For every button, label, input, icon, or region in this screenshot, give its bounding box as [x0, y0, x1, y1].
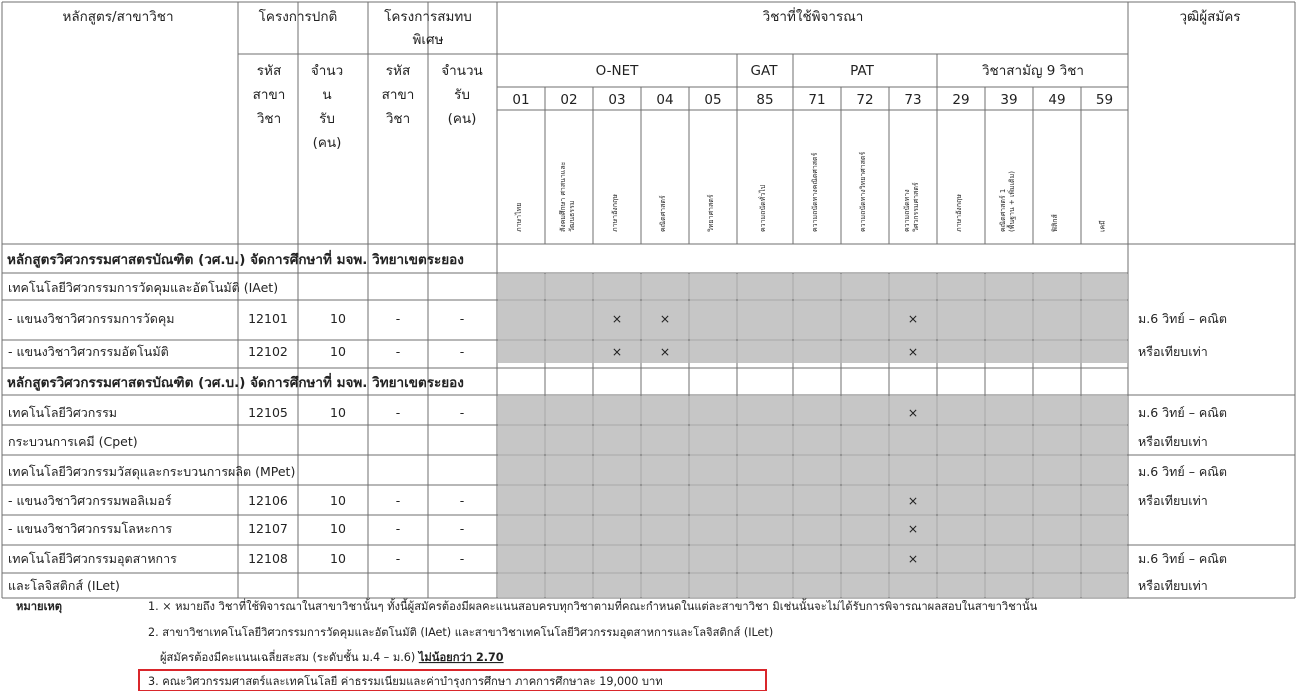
table-cell: เทคโนโลยีวิศวกรรม: [8, 405, 118, 420]
table-cell: 10: [330, 405, 346, 420]
shaded-cell: [938, 486, 984, 514]
shaded-cell: [1034, 456, 1080, 484]
shaded-cell: [1082, 274, 1127, 299]
shaded-cell: [1082, 341, 1127, 363]
shaded-cell: [690, 486, 736, 514]
shaded-cell: [690, 574, 736, 597]
shaded-cell: [938, 301, 984, 339]
selected-subject-mark: ×: [611, 344, 623, 359]
shaded-cell: [738, 546, 792, 572]
table-cell: -: [395, 405, 401, 420]
group-pat: PAT: [850, 63, 874, 79]
shaded-cell: [1082, 426, 1127, 454]
shaded-cell: [986, 274, 1032, 299]
shaded-cell: [890, 456, 936, 484]
subject-name-row: [514, 152, 1107, 233]
shaded-cell: [890, 426, 936, 454]
shaded-cell: [890, 274, 936, 299]
table-cell: 12107: [248, 521, 288, 536]
shaded-cell: [498, 396, 544, 424]
group-common9: วิชาสามัญ 9 วิชา: [981, 63, 1085, 79]
note-2: 2. สาขาวิชาเทคโนโลยีวิศวกรรมการวัดคุมและอัตโนมัติ (IAet) และสาขาวิชาเทคโนโลยีวิศวกรรมอุตสาหการและโลจิสติกส์ (ILet): [148, 626, 774, 639]
shaded-cell: [842, 516, 888, 544]
shaded-cell: [594, 426, 640, 454]
header-count-2: น: [322, 87, 332, 103]
shaded-cell: [842, 341, 888, 363]
header-code-1: รหัส: [256, 63, 282, 79]
table-cell: -: [459, 493, 465, 508]
header-regular: โครงการปกติ: [258, 9, 338, 25]
table-cell: -: [459, 344, 465, 359]
shaded-cell: [1082, 574, 1127, 597]
subject-name: ความถนัดทาง: [903, 189, 911, 232]
subject-code: 85: [756, 92, 774, 108]
shaded-cell: [986, 486, 1032, 514]
subject-name: ภาษาอังกฤษ: [955, 194, 963, 232]
shaded-cell: [794, 456, 840, 484]
subject-code: 59: [1095, 92, 1114, 108]
subject-name: วิศวกรรมศาสตร์: [912, 182, 920, 232]
shaded-cell: [794, 396, 840, 424]
table-cell: -: [395, 344, 401, 359]
table-cell: เทคโนโลยีวิศวกรรมอุตสาหการ: [8, 551, 177, 566]
shaded-cell: [738, 574, 792, 597]
shaded-cell: [594, 456, 640, 484]
table-cell: 10: [330, 344, 346, 359]
table-cell: หรือเทียบเท่า: [1138, 493, 1208, 508]
shaded-cell: [794, 341, 840, 363]
table-cell: ม.6 วิทย์ – คณิต: [1138, 551, 1227, 566]
header-code-3: วิชา: [256, 111, 282, 127]
table-cell: - แขนงวิชาวิศวกรรมการวัดคุม: [8, 311, 175, 326]
shaded-cell: [1082, 486, 1127, 514]
subject-name: ความถนัดทางวิทยาศาสตร์: [859, 151, 867, 232]
shaded-cell: [794, 426, 840, 454]
shaded-cell: [738, 486, 792, 514]
shaded-cell: [642, 396, 688, 424]
shaded-cell: [794, 546, 840, 572]
shaded-cell: [594, 546, 640, 572]
shaded-cell: [842, 426, 888, 454]
table-cell: -: [459, 405, 465, 420]
shaded-cell: [986, 396, 1032, 424]
table-cell: ม.6 วิทย์ – คณิต: [1138, 311, 1227, 326]
shaded-cell: [794, 516, 840, 544]
selected-subject-mark: ×: [907, 521, 919, 536]
shaded-cell: [642, 486, 688, 514]
table-cell: หรือเทียบเท่า: [1138, 434, 1208, 449]
table-cell: 12106: [248, 493, 288, 508]
shaded-cell: [498, 341, 544, 363]
shaded-cell: [642, 546, 688, 572]
shaded-cell: [690, 516, 736, 544]
shaded-cell: [642, 456, 688, 484]
header-count-1: จำนว: [310, 63, 344, 79]
shaded-cell: [1082, 546, 1127, 572]
subject-code: 04: [656, 92, 674, 108]
subject-name: คณิตศาสตร์: [659, 195, 667, 232]
shaded-cell: [546, 516, 592, 544]
table-cell: หรือเทียบเท่า: [1138, 578, 1208, 593]
subject-name: ภาษาอังกฤษ: [611, 194, 619, 232]
shaded-cell: [546, 426, 592, 454]
subject-name: คณิตศาสตร์ 1: [999, 188, 1007, 232]
shaded-cell: [498, 456, 544, 484]
shaded-cell: [1034, 546, 1080, 572]
note-3-emphasis: ไม่น้อยกว่า 2.70: [418, 651, 504, 664]
table-cell: หรือเทียบเท่า: [1138, 344, 1208, 359]
shaded-cell: [690, 546, 736, 572]
header-count-3: รับ: [319, 111, 335, 127]
shaded-cell: [738, 274, 792, 299]
shaded-cell: [690, 396, 736, 424]
selected-subject-mark: ×: [907, 405, 919, 420]
shaded-cell: [794, 301, 840, 339]
shaded-cell: [1082, 301, 1127, 339]
table-cell: เทคโนโลยีวิศวกรรมการวัดคุมและอัตโนมัติ (IAet): [8, 280, 279, 295]
shaded-cell: [738, 426, 792, 454]
subject-code: 05: [704, 92, 722, 108]
shaded-cell: [498, 486, 544, 514]
shaded-cell: [938, 274, 984, 299]
header-special-2: พิเศษ: [412, 32, 444, 48]
subject-code: 73: [904, 92, 922, 108]
table-cell: 12102: [248, 344, 288, 359]
subject-code: 39: [1000, 92, 1018, 108]
shaded-cell: [842, 301, 888, 339]
shaded-cell: [890, 574, 936, 597]
note-3: [160, 649, 504, 664]
shaded-cell: [546, 274, 592, 299]
selected-subject-mark: ×: [611, 311, 623, 326]
subject-code: 49: [1048, 92, 1066, 108]
shaded-cell: [738, 301, 792, 339]
header-scount-1: จำนวน: [441, 63, 483, 79]
shaded-cell: [690, 426, 736, 454]
group-gat: GAT: [750, 63, 778, 79]
table-cell: 10: [330, 521, 346, 536]
subject-code: 03: [608, 92, 626, 108]
table-cell: เทคโนโลยีวิศวกรรมวัสดุและกระบวนการผลิต (MPet): [8, 464, 296, 479]
shaded-cell: [986, 546, 1032, 572]
shaded-cell: [938, 546, 984, 572]
shaded-cell: [1034, 274, 1080, 299]
group-onet: O-NET: [595, 63, 639, 79]
shaded-cell: [986, 574, 1032, 597]
table-cell: - แขนงวิชาวิศวกรรมโลหะการ: [8, 521, 173, 536]
subject-code: 72: [856, 92, 874, 108]
shaded-cell: [546, 546, 592, 572]
subject-code-row: [512, 92, 1113, 108]
shaded-cell: [986, 301, 1032, 339]
subject-name: ภาษาไทย: [515, 202, 523, 232]
header-scount-3: (คน): [447, 111, 477, 127]
selected-subject-mark: ×: [907, 493, 919, 508]
table-cell: -: [459, 521, 465, 536]
shaded-cell: [1034, 426, 1080, 454]
shaded-cell: [1034, 516, 1080, 544]
shaded-cell: [938, 426, 984, 454]
shaded-cell: [738, 456, 792, 484]
shaded-cell: [938, 516, 984, 544]
table-cell: ม.6 วิทย์ – คณิต: [1138, 464, 1227, 479]
shaded-cell: [938, 574, 984, 597]
selected-subject-mark: ×: [659, 311, 671, 326]
note-4: 3. คณะวิศวกรรมศาสตร์และเทคโนโลยี ค่าธรรมเนียมและค่าบำรุงการศึกษา ภาคการศึกษาละ 19,000 บาท: [148, 675, 663, 688]
shaded-cell: [1082, 396, 1127, 424]
shaded-cell: [1034, 396, 1080, 424]
shaded-cell: [842, 456, 888, 484]
table-cell: 10: [330, 493, 346, 508]
shaded-cell: [546, 486, 592, 514]
header-scount-2: รับ: [454, 87, 470, 103]
shaded-cell: [938, 456, 984, 484]
header-program: หลักสูตร/สาขาวิชา: [62, 9, 174, 25]
subject-name: (พื้นฐาน + เพิ่มเติม): [1008, 171, 1016, 232]
table-cell: 10: [330, 551, 346, 566]
header-scode-2: สาขา: [381, 87, 415, 103]
table-cell: 12101: [248, 311, 288, 326]
table-cell: -: [459, 311, 465, 326]
section-title-2: หลักสูตรวิศวกรรมศาสตรบัณฑิต (วศ.บ.) จัดการศึกษาที่ มจพ. วิทยาเขตระยอง: [7, 375, 464, 391]
shaded-cell: [498, 274, 544, 299]
table-cell: -: [395, 493, 401, 508]
subject-code: 01: [512, 92, 530, 108]
table-cell: -: [395, 551, 401, 566]
note-1: 1. × หมายถึง วิชาที่ใช้พิจารณาในสาขาวิชานั้นๆ ทั้งนี้ผู้สมัครต้องมีผลคะแนนสอบครบทุกวิชาตามที่คณะกำหนดในแต่ละสาขาวิชา มิเช่นนั้นจะไม่ได้รับการพิจารณาผลสอบในสาขาวิชานั้น: [148, 600, 1038, 613]
shaded-cell: [594, 574, 640, 597]
shaded-cell: [690, 456, 736, 484]
selected-subject-mark: ×: [907, 551, 919, 566]
table-cell: -: [395, 311, 401, 326]
shaded-cell: [546, 456, 592, 484]
shaded-cell: [690, 274, 736, 299]
shaded-cell: [842, 396, 888, 424]
shaded-cell: [642, 274, 688, 299]
shaded-cell: [594, 396, 640, 424]
shaded-cell: [498, 516, 544, 544]
header-qualification: วุฒิผู้สมัคร: [1179, 9, 1241, 25]
shaded-cell: [842, 574, 888, 597]
note-3-text: ผู้สมัครต้องมีคะแนนเฉลี่ยสะสม (ระดับชั้น ม.4 – ม.6): [160, 651, 419, 664]
shaded-cell: [594, 274, 640, 299]
header-special-1: โครงการสมทบ: [384, 9, 472, 25]
table-cell: -: [459, 551, 465, 566]
subject-name: ความถนัดทั่วไป: [759, 184, 767, 232]
shaded-cell: [594, 486, 640, 514]
notes-label: หมายเหตุ: [16, 600, 63, 613]
shaded-cell: [594, 516, 640, 544]
subject-name: เคมี: [1098, 220, 1107, 232]
table-cell: 10: [330, 311, 346, 326]
shaded-cell: [1034, 486, 1080, 514]
table-cell: -: [395, 521, 401, 536]
selected-subject-mark: ×: [907, 311, 919, 326]
shaded-cell: [1082, 516, 1127, 544]
shaded-cell: [546, 301, 592, 339]
shaded-cell: [498, 546, 544, 572]
shaded-cell: [546, 396, 592, 424]
table-cell: ม.6 วิทย์ – คณิต: [1138, 405, 1227, 420]
subject-code: 02: [560, 92, 578, 108]
selected-subject-mark: ×: [907, 344, 919, 359]
table-cell: - แขนงวิชาวิศวกรรมอัตโนมัติ: [8, 344, 169, 359]
subject-name: ความถนัดทางคณิตศาสตร์: [811, 152, 819, 232]
shaded-cell: [986, 426, 1032, 454]
shaded-cell: [498, 301, 544, 339]
shaded-cell: [546, 574, 592, 597]
subject-code: 29: [952, 92, 970, 108]
shaded-cell: [986, 341, 1032, 363]
header-count-4: (คน): [312, 135, 342, 151]
table-cell: 12108: [248, 551, 288, 566]
shaded-cell: [794, 486, 840, 514]
shaded-cell: [938, 396, 984, 424]
shaded-cell: [1034, 574, 1080, 597]
header-code-2: สาขา: [252, 87, 286, 103]
subject-name: ฟิสิกส์: [1051, 214, 1059, 232]
subject-name: สังคมศึกษา ศาสนาและ: [559, 161, 567, 232]
table-cell: และโลจิสติกส์ (ILet): [8, 578, 120, 593]
shaded-cell: [986, 456, 1032, 484]
header-scode-1: รหัส: [385, 63, 411, 79]
shaded-cell: [642, 574, 688, 597]
subject-code: 71: [808, 92, 826, 108]
section-title-1: หลักสูตรวิศวกรรมศาสตรบัณฑิต (วศ.บ.) จัดการศึกษาที่ มจพ. วิทยาเขตระยอง: [7, 252, 464, 268]
shaded-cell: [938, 341, 984, 363]
shaded-cell: [642, 516, 688, 544]
shaded-cell: [498, 426, 544, 454]
header-subjects: วิชาที่ใช้พิจารณา: [762, 9, 864, 25]
shaded-cell: [842, 486, 888, 514]
header-scode-3: วิชา: [385, 111, 411, 127]
shaded-cell: [1034, 301, 1080, 339]
shaded-cell: [1034, 341, 1080, 363]
shaded-cell: [986, 516, 1032, 544]
selected-subject-mark: ×: [659, 344, 671, 359]
shaded-cell: [642, 426, 688, 454]
shaded-cell: [738, 341, 792, 363]
shaded-cell: [498, 574, 544, 597]
shaded-cell: [690, 301, 736, 339]
shaded-cell: [1082, 456, 1127, 484]
shaded-cell: [842, 274, 888, 299]
subject-name: วิทยาศาสตร์: [707, 194, 715, 232]
shaded-cell: [738, 516, 792, 544]
shaded-cell: [842, 546, 888, 572]
shaded-cell: [794, 574, 840, 597]
shaded-cell: [690, 341, 736, 363]
subject-name: วัฒนธรรม: [568, 200, 576, 232]
table-cell: กระบวนการเคมี (Cpet): [8, 434, 138, 449]
shaded-cell: [738, 396, 792, 424]
shaded-cell: [794, 274, 840, 299]
table-cell: - แขนงวิชาวิศวกรรมพอลิเมอร์: [8, 493, 172, 508]
table-cell: 12105: [248, 405, 288, 420]
shaded-cell: [546, 341, 592, 363]
